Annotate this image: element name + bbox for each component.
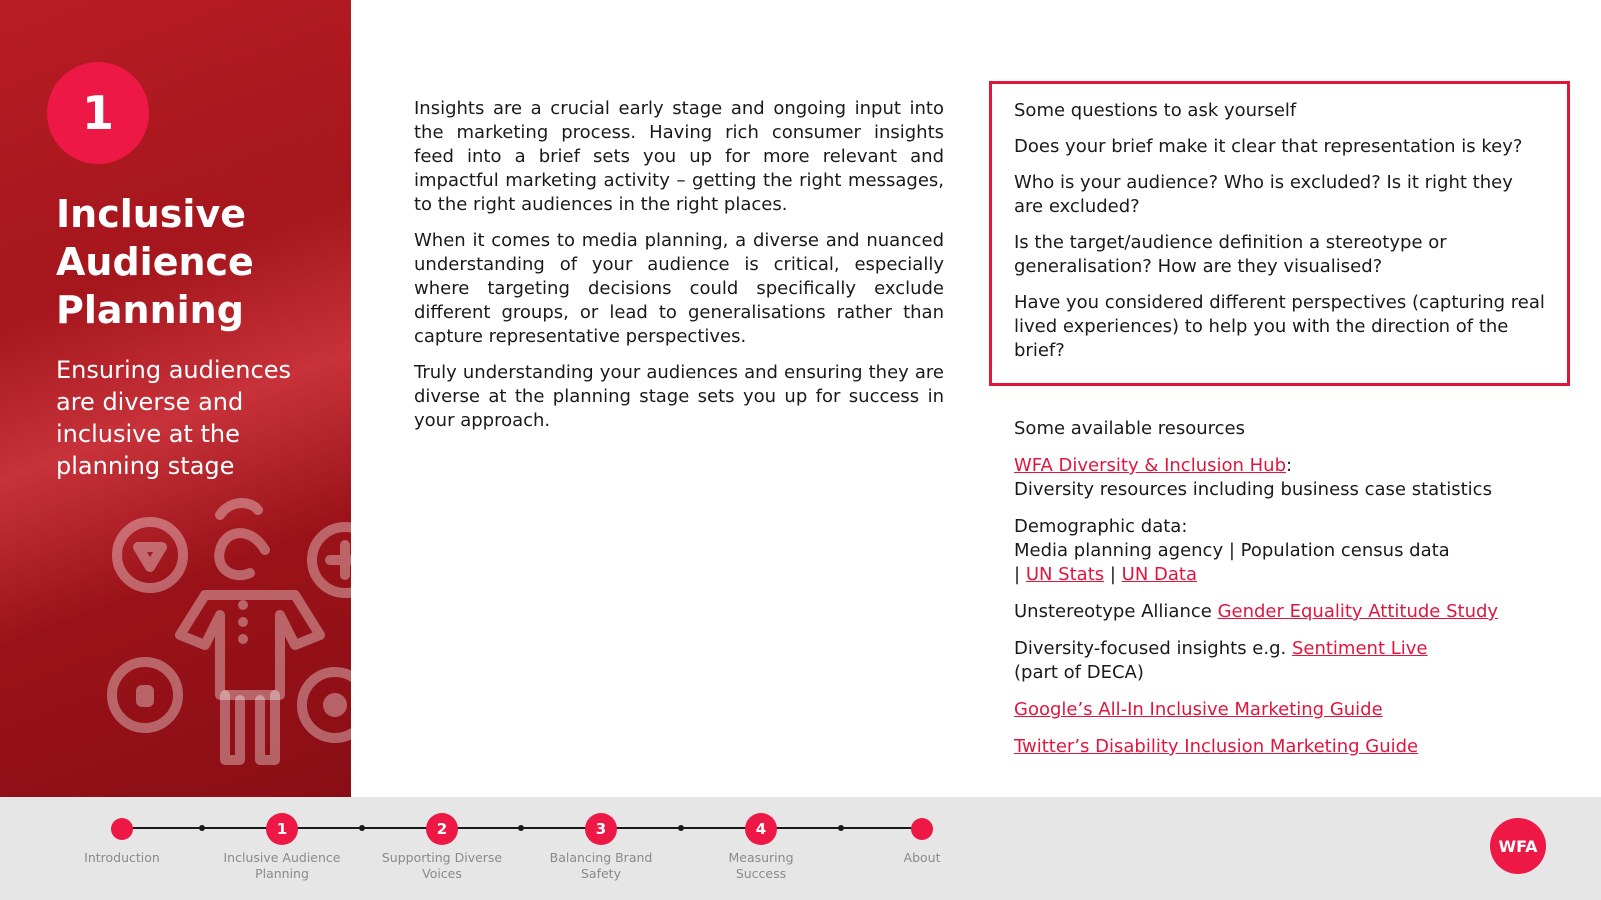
- nav-connector-dot: [678, 825, 684, 831]
- nav-label-supporting-diverse-voices[interactable]: [367, 850, 517, 882]
- nav-label-line: About: [903, 850, 941, 865]
- nav-label-line: Success: [735, 866, 787, 881]
- nav-step-3[interactable]: 3: [585, 813, 617, 845]
- wfa-logo[interactable]: WFA: [1490, 818, 1546, 874]
- nav-label-balancing-brand-safety[interactable]: [526, 850, 676, 882]
- step-number-badge: 1: [47, 62, 149, 164]
- demographic-description: Media planning agency | Population census data: [1014, 540, 1450, 561]
- diversity-insights-text: Diversity-focused insights e.g.: [1014, 638, 1287, 659]
- wfa-hub-link[interactable]: WFA Diversity & Inclusion Hub: [1014, 455, 1287, 476]
- audience-person-icon: [100, 495, 351, 795]
- un-data-link[interactable]: UN Data: [1121, 564, 1198, 585]
- question-item: Is the target/audience definition a stereotype or generalisation? How are they visualised?: [1014, 232, 1447, 277]
- nav-label-line: Measuring: [728, 850, 794, 865]
- nav-step-2[interactable]: 2: [426, 813, 458, 845]
- nav-step-about[interactable]: [911, 818, 933, 840]
- gender-equality-study-link[interactable]: Gender Equality Attitude Study: [1217, 601, 1499, 622]
- nav-label-line: Planning: [255, 866, 309, 881]
- nav-label-introduction[interactable]: [47, 850, 197, 866]
- nav-label-line: Inclusive Audience: [223, 850, 341, 865]
- wfa-hub-description: Diversity resources including business case statistics: [1014, 479, 1492, 500]
- nav-label-line: Voices: [422, 866, 462, 881]
- resource-sentiment: [1014, 637, 1554, 685]
- footer-navigation: [0, 797, 1601, 900]
- un-stats-link[interactable]: UN Stats: [1025, 564, 1105, 585]
- section-title-line-1: Inclusive: [56, 192, 246, 236]
- nav-label-line: Introduction: [84, 850, 160, 865]
- separator: |: [1014, 564, 1021, 585]
- wfa-hub-colon: :: [1286, 455, 1293, 476]
- intro-paragraph-3: Truly understanding your audiences and ensuring they are diverse at the planning stage sets you up for success in your approach.: [414, 362, 944, 431]
- resources-heading: Some available resources: [1014, 418, 1245, 439]
- nav-label-line: Balancing Brand: [549, 850, 653, 865]
- nav-connector-dot: [518, 825, 524, 831]
- nav-step-4[interactable]: 4: [745, 813, 777, 845]
- section-hero-panel: [0, 0, 351, 797]
- nav-label-inclusive-audience-planning[interactable]: [207, 850, 357, 882]
- questions-box: [989, 81, 1570, 386]
- resource-google: [1014, 698, 1554, 722]
- nav-label-about[interactable]: [847, 850, 997, 866]
- resource-unstereotype: [1014, 600, 1554, 624]
- section-subtitle: Ensuring audiences are diverse and inclusive at the planning stage: [56, 356, 291, 480]
- intro-paragraph-2: When it comes to media planning, a diverse and nuanced understanding of your audience is critical, especially where targeting decisions could specifically exclude different groups, or lead to generalisations rather than capture representative perspectives.: [414, 230, 944, 347]
- intro-paragraph-1: Insights are a crucial early stage and ongoing input into the marketing process. Having rich consumer insights feed into a brief sets you up for more relevant and impactful marketing activity – getting the right messages, to the right audiences in the right places.: [414, 98, 944, 215]
- sentiment-live-link[interactable]: Sentiment Live: [1291, 638, 1428, 659]
- separator: |: [1109, 564, 1116, 585]
- unstereotype-text: Unstereotype Alliance: [1014, 601, 1212, 622]
- nav-connector-dot: [359, 825, 365, 831]
- resource-demographic: [1014, 515, 1554, 587]
- nav-step-1[interactable]: 1: [266, 813, 298, 845]
- question-item: Have you considered different perspectives (capturing real lived experiences) to help you with the direction of the brief?: [1014, 292, 1545, 361]
- nav-connector-dot: [199, 825, 205, 831]
- resources-list: [1014, 417, 1554, 772]
- intro-text: [414, 97, 944, 445]
- nav-connector-dot: [838, 825, 844, 831]
- demographic-label: Demographic data:: [1014, 516, 1188, 537]
- resource-twitter: [1014, 735, 1554, 759]
- twitter-guide-link[interactable]: Twitter’s Disability Inclusion Marketing Guide: [1014, 736, 1419, 757]
- question-item: Who is your audience? Who is excluded? Is it right they are excluded?: [1014, 172, 1513, 217]
- section-title: [56, 190, 336, 334]
- section-title-line-3: Planning: [56, 288, 244, 332]
- section-title-line-2: Audience: [56, 240, 254, 284]
- deca-text: (part of DECA): [1014, 662, 1144, 683]
- resource-wfa-hub: [1014, 454, 1554, 502]
- google-guide-link[interactable]: Google’s All-In Inclusive Marketing Guide: [1014, 699, 1383, 720]
- nav-label-line: Safety: [581, 866, 621, 881]
- question-item: Does your brief make it clear that representation is key?: [1014, 136, 1523, 157]
- questions-heading: Some questions to ask yourself: [1014, 100, 1297, 121]
- nav-step-introduction[interactable]: [111, 818, 133, 840]
- nav-label-measuring-success[interactable]: [686, 850, 836, 882]
- nav-label-line: Supporting Diverse: [381, 850, 503, 865]
